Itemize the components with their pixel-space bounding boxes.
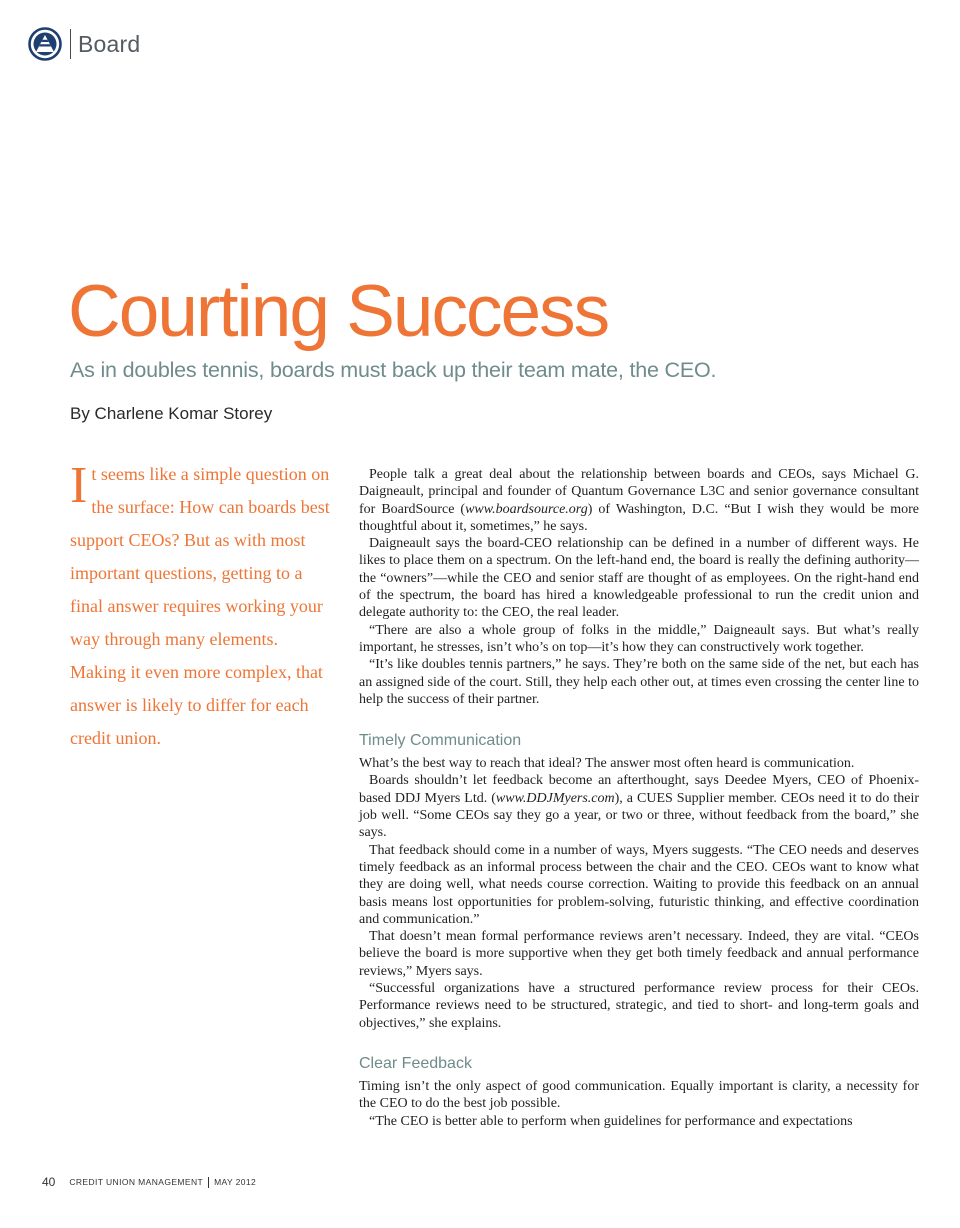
body-paragraph: Daigneault says the board-CEO relationship can be defined in a number of different ways. He likes to place them on a spectrum. On the left-hand end, the board is really the defining authority—the “owners”—while the CEO and senior staff are thought of as employees. On the right-hand end of the spectrum, the board has hired a knowledgeable professional to run the credit union and delegate authority to: the CEO, the real leader.: [359, 536, 919, 621]
body-paragraph: What’s the best way to reach that ideal? The answer most often heard is communication.: [359, 756, 855, 772]
issue-date: MAY 2012: [214, 1177, 257, 1187]
header-divider: [70, 29, 71, 59]
intro-pull-paragraph: [70, 458, 338, 755]
body-paragraph: Boards shouldn’t let feedback become an afterthought, says Deedee Myers, CEO of Phoenix-based DDJ Myers Ltd. (www.DDJMyers.com), a CUES Supplier member. CEOs need it to do their job well. “Some CEOs say they go a year, or two or three, without feedback from the board,” she says.: [359, 773, 919, 841]
body-paragraph: “Successful organizations have a structured performance review process for their CEOs. Performance reviews need to be structured, strategic, and tied to short- and long-term goals and objectives,” she explains.: [359, 981, 919, 1031]
page-header: [28, 27, 140, 61]
drop-cap: I: [70, 457, 88, 514]
body-paragraph: People talk a great deal about the relationship between boards and CEOs, says Michael G. Daigneault, principal and founder of Quantum Governance L3C and senior governance consultant for BoardSource (www.boardsource.org) of Washington, D.C. “But I wish they would be more thoughtful about it, sometimes,” he says.: [359, 467, 919, 534]
body-paragraph: Timing isn’t the only aspect of good communication. Equally important is clarity, a necessity for the CEO to do the best job possible.: [359, 1078, 919, 1112]
article-body: [359, 466, 919, 1130]
subhead-timely-communication: Timely Communication: [359, 732, 522, 750]
section-label: Board: [78, 30, 141, 57]
subhead-clear-feedback: Clear Feedback: [359, 1054, 472, 1072]
body-paragraph: That doesn’t mean formal performance reviews aren’t necessary. Indeed, they are vital. “CEOs believe the board is more supportive when they get both timely feedback and annual performance reviews,” Myers says.: [359, 929, 919, 979]
article-title: Courting Success: [68, 271, 609, 352]
body-paragraph: That feedback should come in a number of ways, Myers suggests. “The CEO needs and deserves timely feedback as an informal process between the chair and the CEO. CEOs want to know what they are doing well, what needs course correction. Waiting to provide this feedback on an annual basis means lost opportunities for problem-solving, futuristic thinking, and effective coordination and communication.”: [359, 842, 919, 927]
publication-name: CREDIT UNION MANAGEMENT: [69, 1177, 204, 1187]
intro-text: t seems like a simple question on the surface: How can boards best support CEOs? But as with most important questions, getting to a final answer requires working your way through many elements. Making it even more complex, that answer is likely to differ for each credit union.: [70, 464, 330, 748]
page-number: 40: [42, 1175, 56, 1189]
body-paragraph: “The CEO is better able to perform when guidelines for performance and expectations: [369, 1113, 853, 1129]
footer-divider: [208, 1177, 209, 1188]
byline: By Charlene Komar Storey: [70, 404, 273, 423]
article-deck: As in doubles tennis, boards must back up their team mate, the CEO.: [70, 358, 717, 382]
boardsource-link: www.boardsource.org: [465, 501, 588, 517]
cues-logo-icon: [28, 27, 62, 61]
body-paragraph: “There are also a whole group of folks in the middle,” Daigneault says. But what’s really important, he stresses, isn’t who’s on top—it’s how they can constructively work together.: [359, 622, 919, 655]
page-footer: [42, 1175, 256, 1189]
ddjmyers-link: www.DDJMyers.com: [495, 790, 615, 806]
body-paragraph: “It’s like doubles tennis partners,” he says. They’re both on the same side of the net, but each has an assigned side of the court. Still, they help each other out, at times even crossing the center line to help the success of their partner.: [359, 657, 919, 707]
